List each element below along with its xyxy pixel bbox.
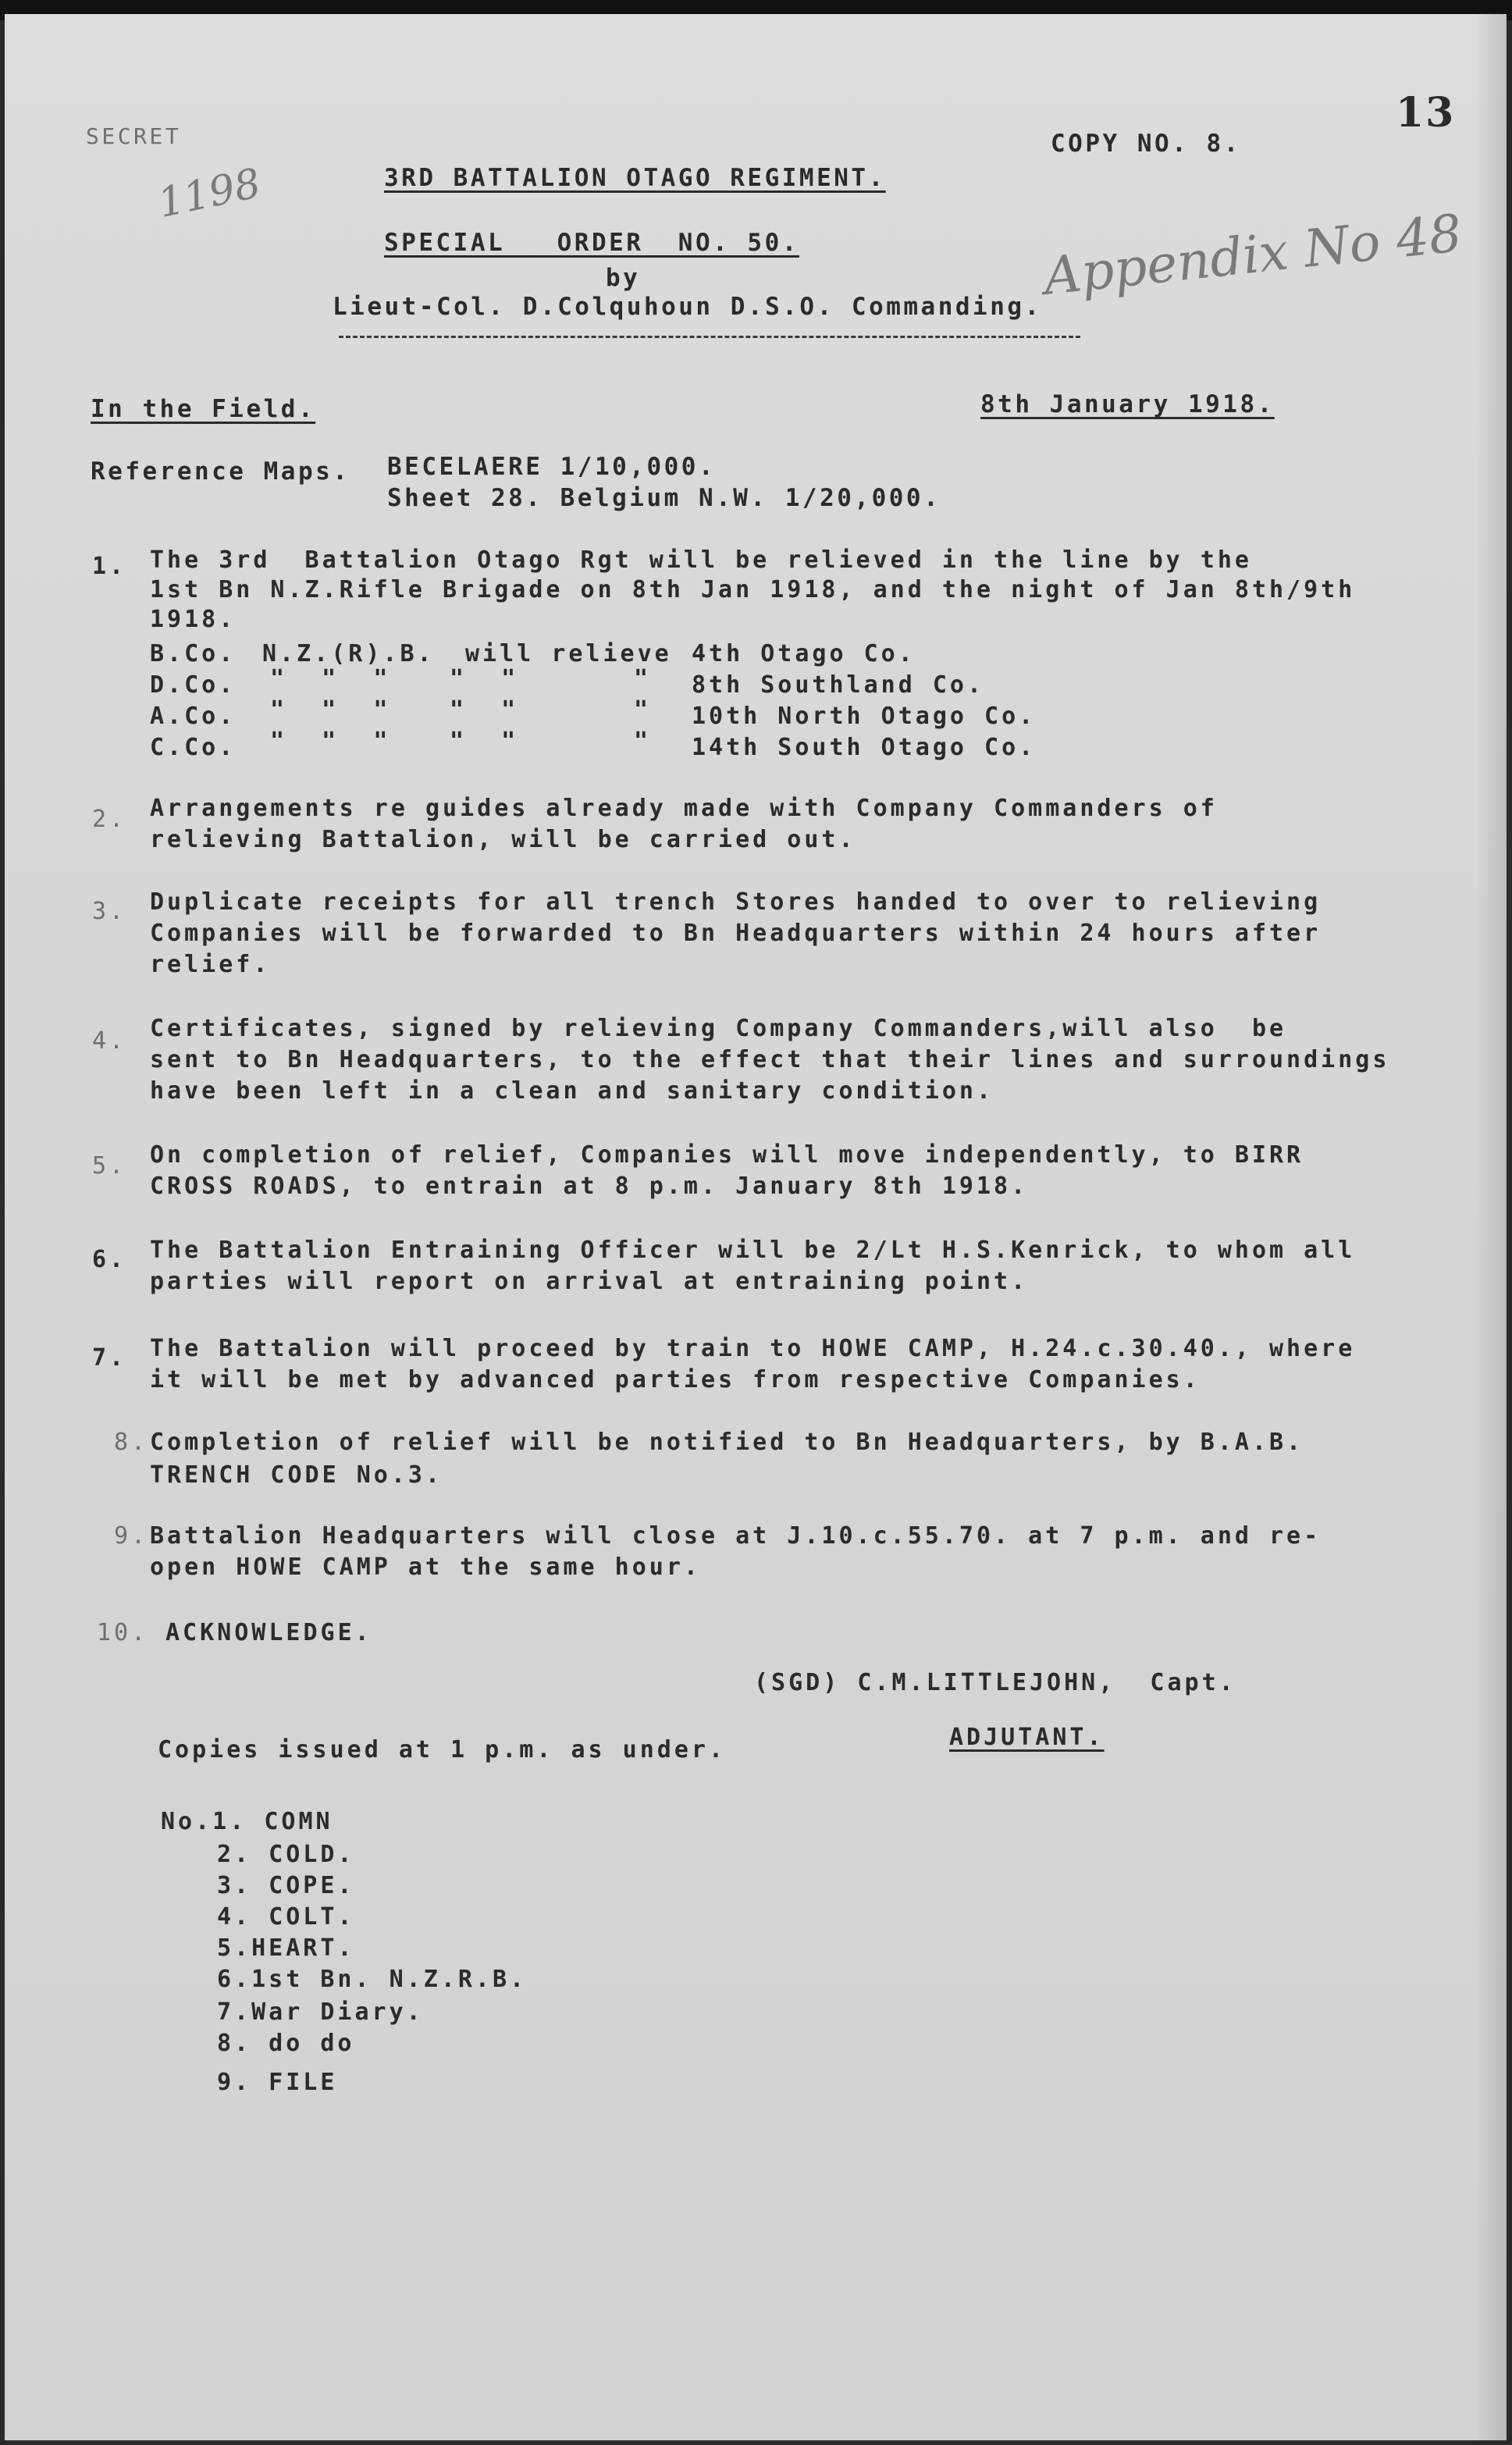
relief-row-4-company: C.Co. xyxy=(150,734,237,761)
para-4-number: 4. xyxy=(92,1027,127,1055)
relief-row-4-by: " " " xyxy=(270,728,391,755)
place-line: In the Field. xyxy=(91,395,316,423)
relief-row-3-by: " " " xyxy=(270,696,391,724)
para-10-number: 10. xyxy=(97,1619,149,1646)
handwritten-number: 1198 xyxy=(154,159,265,228)
copy-item-8: 8. do do xyxy=(217,2030,355,2057)
reference-label: Reference Maps. xyxy=(91,457,350,486)
relief-row-2-ditto: " xyxy=(634,665,652,692)
order-title: SPECIAL ORDER NO. 50. xyxy=(384,229,799,257)
para-3-line-3: relief. xyxy=(150,951,271,978)
para-9-number: 9. xyxy=(114,1522,149,1550)
para-1-line-3: 1918. xyxy=(150,606,237,633)
para-4-line-2: sent to Bn Headquarters, to the effect that their lines and surroundings xyxy=(150,1046,1390,1073)
para-2-line-1: Arrangements re guides already made with Company Commanders of xyxy=(150,795,1218,822)
commander-line: Lieut-Col. D.Colquhoun D.S.O. Commanding. xyxy=(333,293,1042,321)
para-3-line-2: Companies will be forwarded to Bn Headquarters within 24 hours after xyxy=(150,920,1322,947)
copy-item-7: 7.War Diary. xyxy=(217,1998,424,2026)
page-number: 13 xyxy=(1396,89,1456,137)
para-8-line-1: Completion of relief will be notified to Bn Headquarters, by B.A.B. xyxy=(150,1429,1304,1456)
para-7-line-2: it will be met by advanced parties from respective Companies. xyxy=(150,1366,1201,1393)
relief-row-3-company: A.Co. xyxy=(150,703,237,730)
copy-item-5: 5.HEART. xyxy=(217,1934,355,1962)
para-10-line-1: ACKNOWLEDGE. xyxy=(165,1619,372,1646)
copy-item-1: No.1. COMN xyxy=(161,1808,333,1835)
para-9-line-1: Battalion Headquarters will close at J.10.c.55.70. at 7 p.m. and re- xyxy=(150,1522,1322,1550)
copy-item-3: 3. COPE. xyxy=(217,1872,355,1899)
relief-row-1-target: 4th Otago Co. xyxy=(692,640,916,667)
reference-line-1: BECELAERE 1/10,000. xyxy=(387,453,717,481)
signature-title: ADJUTANT. xyxy=(949,1724,1105,1751)
copy-number: COPY NO. 8. xyxy=(1051,130,1241,158)
relief-row-1-by: N.Z.(R).B. xyxy=(262,640,435,667)
para-3-number: 3. xyxy=(92,898,127,925)
relief-row-3-verb: " " xyxy=(450,696,519,724)
copy-item-6: 6.1st Bn. N.Z.R.B. xyxy=(217,1966,528,1993)
unit-title: 3RD BATTALION OTAGO REGIMENT. xyxy=(384,164,886,192)
relief-row-4-ditto: " xyxy=(634,728,652,755)
para-2-line-2: relieving Battalion, will be carried out. xyxy=(150,826,856,853)
para-3-line-1: Duplicate receipts for all trench Stores handed to over to relieving xyxy=(150,888,1322,916)
appendix-note: Appendix No 48 xyxy=(1041,203,1465,307)
date-line: 8th January 1918. xyxy=(980,390,1275,418)
para-6-line-2: parties will report on arrival at entraining point. xyxy=(150,1268,1029,1295)
para-6-line-1: The Battalion Entraining Officer will be 2/Lt H.S.Kenrick, to whom all xyxy=(150,1237,1356,1264)
order-by: by xyxy=(606,264,641,292)
relief-row-3-ditto: " xyxy=(634,696,652,724)
para-1-number: 1. xyxy=(92,553,127,580)
para-5-line-2: CROSS ROADS, to entrain at 8 p.m. January 8th 1918. xyxy=(150,1173,1029,1200)
copy-item-9: 9. FILE xyxy=(217,2069,338,2096)
para-7-number: 7. xyxy=(92,1344,127,1372)
para-1-line-1: The 3rd Battalion Otago Rgt will be relieved in the line by the xyxy=(150,546,1252,574)
para-6-number: 6. xyxy=(92,1246,127,1273)
relief-row-2-verb: " " xyxy=(450,665,519,692)
para-5-line-1: On completion of relief, Companies will move independently, to BIRR xyxy=(150,1141,1304,1169)
relief-row-3-target: 10th North Otago Co. xyxy=(692,703,1037,730)
para-1-line-2: 1st Bn N.Z.Rifle Brigade on 8th Jan 1918, and the night of Jan 8th/9th xyxy=(150,576,1356,603)
copies-label: Copies issued at 1 p.m. as under. xyxy=(158,1736,727,1763)
header-divider xyxy=(339,336,1080,338)
secret-stamp: SECRET xyxy=(86,123,182,149)
copy-item-2: 2. COLD. xyxy=(217,1841,355,1868)
para-5-number: 5. xyxy=(92,1152,127,1180)
para-4-line-1: Certificates, signed by relieving Company Commanders,will also be xyxy=(150,1015,1287,1042)
relief-row-4-verb: " " xyxy=(450,728,519,755)
page-shadow xyxy=(1475,14,1507,2440)
para-8-number: 8. xyxy=(114,1429,149,1456)
relief-row-2-by: " " " xyxy=(270,665,391,692)
relief-row-2-company: D.Co. xyxy=(150,671,237,699)
document-page xyxy=(5,14,1507,2440)
para-4-line-3: have been left in a clean and sanitary condition. xyxy=(150,1077,994,1105)
para-2-number: 2. xyxy=(92,806,127,833)
relief-row-1-verb: will relieve xyxy=(465,640,672,667)
relief-row-2-target: 8th Southland Co. xyxy=(692,671,985,699)
reference-line-2: Sheet 28. Belgium N.W. 1/20,000. xyxy=(387,484,941,512)
para-7-line-1: The Battalion will proceed by train to HOWE CAMP, H.24.c.30.40., where xyxy=(150,1335,1356,1362)
relief-row-4-target: 14th South Otago Co. xyxy=(692,734,1037,761)
copy-item-4: 4. COLT. xyxy=(217,1903,355,1931)
para-8-line-2: TRENCH CODE No.3. xyxy=(150,1461,443,1489)
relief-row-1-company: B.Co. xyxy=(150,640,237,667)
para-9-line-2: open HOWE CAMP at the same hour. xyxy=(150,1553,701,1581)
signature-name: (SGD) C.M.LITTLEJOHN, Capt. xyxy=(754,1669,1236,1696)
